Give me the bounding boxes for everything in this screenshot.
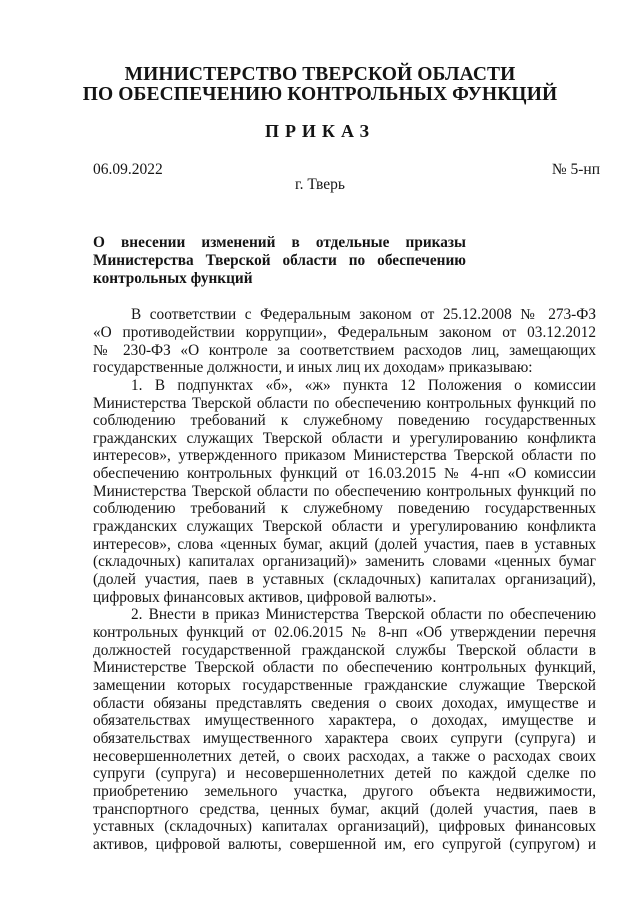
body-line: (долей участия, паев в уставных (складочных) капиталах организаций),	[93, 571, 596, 588]
document-city: г. Тверь	[295, 176, 345, 193]
body-line: должностей государственной гражданской службы Тверской области в	[93, 642, 596, 659]
subject-line: контрольных функций	[93, 270, 253, 287]
body-line: (складочных) капиталах организаций)» заменить словами «ценных бумаг	[93, 553, 596, 570]
body-line: государственные должности, и иных лиц их доходам» приказываю:	[93, 359, 533, 376]
ministry-name-line-1: МИНИСТЕРСТВО ТВЕРСКОЙ ОБЛАСТИ	[124, 64, 516, 85]
body-line: соблюдению требований к служебному поведению государственных	[93, 412, 596, 429]
body-line: обеспечению контрольных функций от 16.03.2015 № 4-нп «О комиссии	[93, 465, 596, 482]
ministry-name-line-2: ПО ОБЕСПЕЧЕНИЮ КОНТРОЛЬНЫХ ФУНКЦИЙ	[82, 84, 558, 105]
body-line: уставных (складочных) капиталах организаций), цифровых финансовых	[93, 818, 596, 835]
body-line: приобретению земельного участка, другого объекта недвижимости,	[93, 783, 596, 800]
body-line: 1. В подпунктах «б», «ж» пункта 12 Положения о комиссии	[131, 377, 596, 394]
document-subject	[93, 234, 466, 288]
subject-line: О внесении изменений в отдельные приказы	[93, 234, 466, 251]
body-line: Министерстве Тверской области по обеспечению контрольных функций,	[93, 659, 596, 676]
body-line: транспортного средства, ценных бумаг, акций (долей участия, паев в	[93, 801, 596, 818]
body-line: области обязаны представлять сведения о своих доходах, имуществе и	[93, 695, 596, 712]
document-number: № 5-нп	[551, 161, 600, 178]
body-line: супруги (супруга) и несовершеннолетних детей по каждой сделке по	[93, 765, 596, 782]
body-line: интересов», слова «ценных бумаг, акций (долей участия, паев в уставных	[93, 536, 596, 553]
document-date: 06.09.2022	[93, 161, 163, 178]
document-type-title: ПРИКАЗ	[264, 121, 376, 141]
body-line: гражданских служащих Тверской области и урегулированию конфликта	[93, 430, 596, 447]
body-line: № 230-ФЗ «О контроле за соответствием расходов лиц, замещающих	[93, 342, 596, 359]
body-line: активов, цифровой валюты, совершенной им, его супругой (супругом) и	[93, 836, 596, 853]
body-line: 2. Внести в приказ Министерства Тверской области по обеспечению	[131, 606, 596, 623]
body-line: соблюдению требований к служебному поведению государственных	[93, 500, 596, 517]
body-line: Министерства Тверской области по обеспечению контрольных функций по	[93, 395, 596, 412]
body-line: гражданских служащих Тверской области и урегулированию конфликта	[93, 518, 596, 535]
body-line: обязательствах имущественного характера, о доходах, имуществе и	[93, 712, 596, 729]
body-line: обязательствах имущественного характера своих супруги (супруга) и	[93, 730, 596, 747]
body-line: контрольных функций от 02.06.2015 № 8-нп «Об утверждении перечня	[93, 624, 596, 641]
body-line: «О противодействии коррупции», Федеральным законом от 03.12.2012	[93, 324, 596, 341]
body-line: несовершеннолетних детей, о своих расходах, а также о расходах своих	[93, 748, 596, 765]
body-line: замещении которых государственные гражданские служащие Тверской	[93, 677, 596, 694]
body-line: Министерства Тверской области по обеспечению контрольных функций по	[93, 483, 596, 500]
subject-line: Министерства Тверской области по обеспечению	[93, 252, 466, 269]
body-line: интересов», утвержденного приказом Министерства Тверской области по	[93, 447, 596, 464]
body-line: цифровых финансовых активов, цифровой валюты».	[93, 589, 437, 606]
body-line: В соответствии с Федеральным законом от 25.12.2008 № 273-ФЗ	[131, 306, 596, 323]
